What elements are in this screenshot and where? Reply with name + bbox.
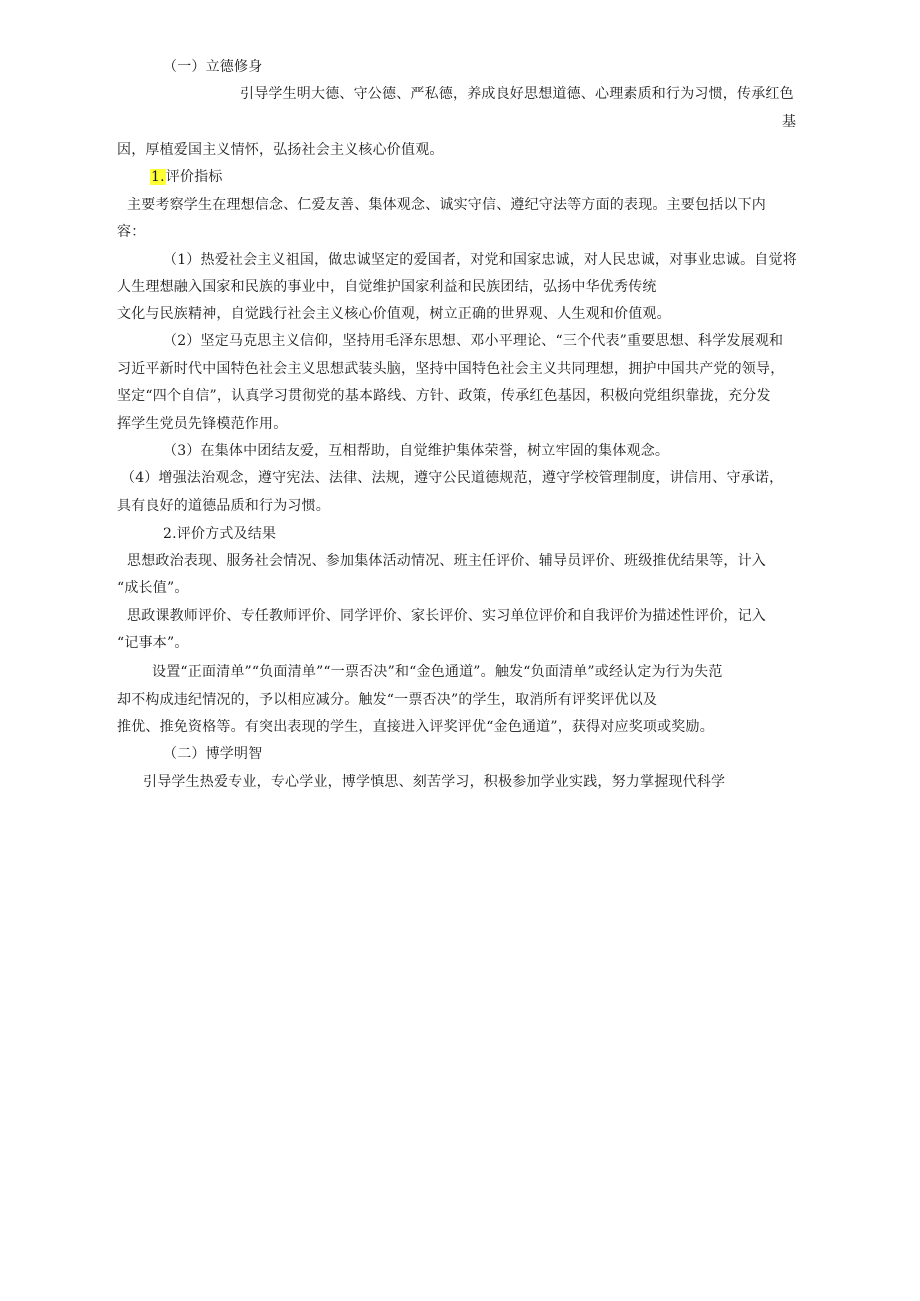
- sub2-para1-line1: 思想政治表现、服务社会情况、参加集体活动情况、班主任评价、辅导员评价、班级推优结果等，计入: [127, 553, 766, 569]
- item3-line1: （3）在集体中团结友爱，互相帮助，自觉维护集体荣誉，树立牢固的集体观念。: [163, 443, 670, 459]
- section2-heading: （二）博学明智: [163, 746, 263, 762]
- section1-intro-line1: 引导学生明大德、守公德、严私德，养成良好思想道德、心理素质和行为习惯，传承红色: [240, 86, 794, 102]
- item2-line1: （2）坚定马克思主义信仰，坚持用毛泽东思想、邓小平理论、“三个代表”重要思想、科学发展观和: [163, 333, 784, 349]
- section2-intro-line1: 引导学生热爱专业，专心学业，博学慎思、刻苦学习，积极参加学业实践，努力掌握现代科学: [143, 774, 726, 790]
- sub1-intro-line1: 主要考察学生在理想信念、仁爱友善、集体观念、诚实守信、遵纪守法等方面的表现。主要包括以下内: [127, 197, 766, 213]
- item1-line1: （1）热爱社会主义祖国，做忠诚坚定的爱国者，对党和国家忠诚，对人民忠诚，对事业忠诚。自觉将: [163, 252, 797, 268]
- sub2-para2-line1: 思政课教师评价、专任教师评价、同学评价、家长评价、实习单位评价和自我评价为描述性评价，记入: [127, 608, 766, 624]
- sub2-para3-line2: 却不构成违纪情况的，予以相应减分。触发“一票否决”的学生，取消所有评奖评优以及: [117, 692, 658, 708]
- item2-line2: 习近平新时代中国特色社会主义思想武装头脑，坚持中国特色社会主义共同理想，拥护中国共产党的领导，: [117, 361, 785, 377]
- sub1-heading: [150, 167, 223, 187]
- sub1-title: 评价指标: [165, 169, 223, 185]
- sub2-para3-line3: 推优、推免资格等。有突出表现的学生，直接进入评奖评优“金色通道”，获得对应奖项或奖励。: [117, 719, 714, 735]
- sub2-para3-line1: 设置“正面清单”“负面清单”“一票否决”和“金色通道”。触发“负面清单”或经认定为行为失范: [152, 664, 723, 680]
- section1-intro-line3: 因，厚植爱国主义情怀，弘扬社会主义核心价值观。: [117, 142, 444, 158]
- sub2-heading: 2.评价方式及结果: [163, 526, 277, 542]
- section1-intro-line2: 基: [782, 114, 797, 130]
- sub2-para2-line2: “记事本”。: [117, 635, 189, 651]
- sub2-para1-line2: “成长值”。: [117, 580, 189, 596]
- item4-line1: （4）增强法治观念，遵守宪法、法律、法规，遵守公民道德规范，遵守学校管理制度，讲信用、守承诺，: [121, 470, 784, 486]
- item1-line3: 文化与民族精神，自觉践行社会主义核心价值观，树立正确的世界观、人生观和价值观。: [117, 306, 671, 322]
- item2-line3: 坚定“四个自信”，认真学习贯彻党的基本路线、方针、政策，传承红色基因，积极向党组织靠拢，充分发: [117, 388, 771, 404]
- section1-heading: （一）立德修身: [163, 59, 263, 75]
- item4-line2: 具有良好的道德品质和行为习惯。: [117, 498, 330, 514]
- sub1-intro-line2: 容：: [117, 224, 146, 240]
- item2-line4: 挥学生党员先锋模范作用。: [117, 416, 288, 432]
- sub1-number-highlight: 1.: [151, 169, 165, 185]
- item1-line2: 人生理想融入国家和民族的事业中，自觉维护国家利益和民族团结，弘扬中华优秀传统: [117, 279, 657, 295]
